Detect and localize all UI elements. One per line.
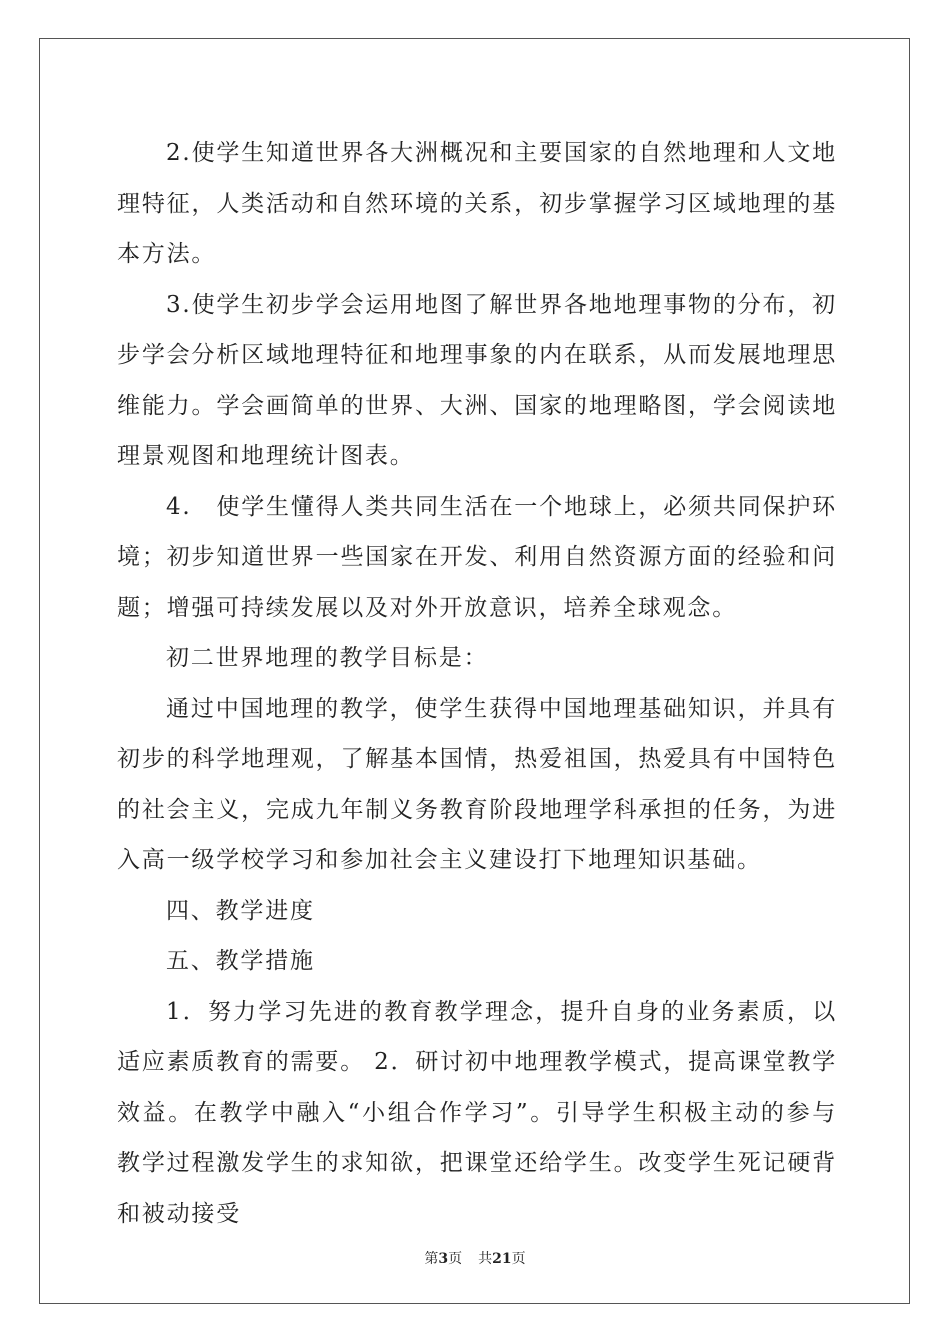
paragraph-china-geography: 通过中国地理的教学，使学生获得中国地理基础知识，并具有初步的科学地理观，了解基本国情，热爱祖国，热爱具有中国特色的社会主义，完成九年制义务教育阶段地理学科承担的任务，为进入高一级学校学习和参加社会主义建设打下地理知识基础。	[117, 695, 837, 873]
paragraph-goal-3: 3.使学生初步学会运用地图了解世界各地地理事物的分布，初步学会分析区域地理特征和地理事象的内在联系，从而发展地理思维能力。学会画简单的世界、大洲、国家的地理略图，学会阅读地理景观图和地理统计图表。	[117, 291, 837, 469]
footer-page-current: 3	[438, 1251, 449, 1267]
footer-page-suffix: 页	[448, 1251, 463, 1267]
footer-total-prefix: 共	[478, 1251, 493, 1267]
paragraph-goal-2: 2.使学生知道世界各大洲概况和主要国家的自然地理和人文地理特征，人类活动和自然环境的关系，初步掌握学习区域地理的基本方法。	[117, 140, 837, 267]
document-body	[117, 128, 837, 1239]
footer-page-total: 21	[492, 1251, 512, 1267]
page-footer	[0, 1248, 950, 1268]
footer-page-prefix: 第	[424, 1251, 439, 1267]
paragraph-measures: 1．努力学习先进的教育教学理念，提升自身的业务素质，以适应素质教育的需要。 2．研讨初中地理教学模式，提高课堂教学效益。在教学中融入“小组合作学习”。引导学生积极主动的参与教学过程激发学生的求知欲，把课堂还给学生。改变学生死记硬背和被动接受	[117, 998, 837, 1227]
paragraph-grade2-heading: 初二世界地理的教学目标是：	[166, 645, 489, 671]
footer-total-suffix: 页	[511, 1251, 526, 1267]
section-heading-progress: 四、教学进度	[166, 897, 315, 924]
paragraph-goal-4: 4. 使学生懂得人类共同生活在一个地球上，必须共同保护环境；初步知道世界一些国家在开发、利用自然资源方面的经验和问题；增强可持续发展以及对外开放意识，培养全球观念。	[117, 493, 837, 621]
section-heading-measures: 五、教学措施	[166, 948, 315, 974]
